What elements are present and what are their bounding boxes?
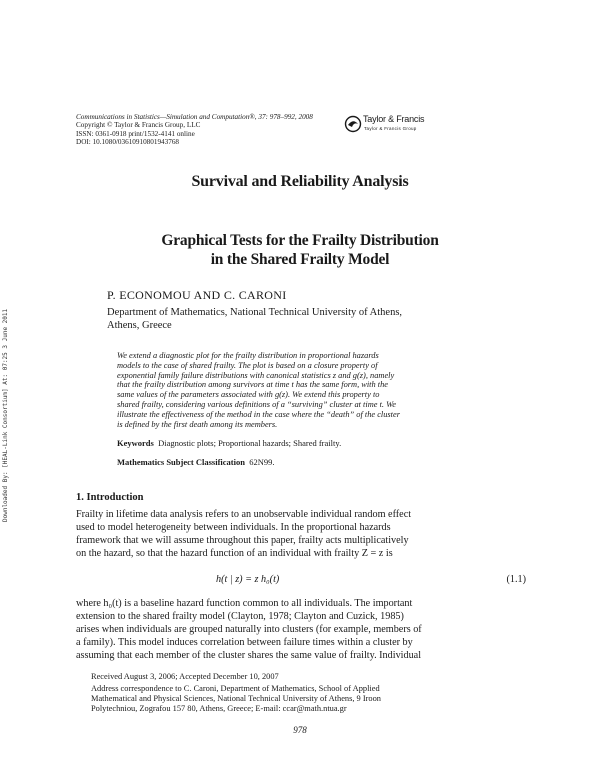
- download-watermark: [2, 272, 14, 522]
- keywords: [117, 438, 341, 448]
- abstract-line: We extend a diagnostic plot for the frailty distribution in proportional hazards: [117, 351, 379, 360]
- abstract-line: is defined by the first death among its members.: [117, 419, 278, 429]
- abstract-line: models to the case of shared frailty. The plot is based on a closure property of: [117, 360, 378, 370]
- paper-title-line: in the Shared Frailty Model: [210, 250, 390, 268]
- journal-doi: DOI: 10.1080/03610910801943768: [76, 138, 180, 147]
- msc-label: Mathematics Subject Classification: [117, 457, 245, 467]
- paper-title-line: Graphical Tests for the Frailty Distribution: [161, 232, 439, 249]
- address-line: Address correspondence to C. Caroni, Department of Mathematics, School of Applied: [91, 684, 380, 693]
- body-line: arises when individuals are grouped naturally into clusters (for example, members of: [76, 624, 422, 635]
- abstract-line: illustrate the effectiveness of the method in the case where the “death” of the cluster: [117, 409, 400, 419]
- intro-heading: 1. Introduction: [76, 492, 144, 503]
- journal-citation: Communications in Statistics—Simulation and Computation®, 37: 978–992, 2008: [76, 113, 313, 121]
- journal-copyright: Copyright © Taylor & Francis Group, LLC: [76, 121, 201, 130]
- body-line: extension to the shared frailty model (Clayton, 1978; Clayton and Cuzick, 1985): [76, 611, 404, 622]
- abstract-line: that the frailty distribution among survivors at time t has the same form, with the: [117, 380, 389, 390]
- publisher-logo-icon: [344, 115, 362, 133]
- address-line: Polytechniou, Zografou 157 80, Athens, Greece; E-mail: ccar@math.ntua.gr: [91, 704, 347, 713]
- address-line: Mathematical and Physical Sciences, National Technical University of Athens, 9 Iroon: [91, 694, 381, 703]
- paper-title: [0, 232, 600, 269]
- intro-paragraph: [76, 508, 526, 560]
- affiliation-line: Department of Mathematics, National Technical University of Athens,: [107, 307, 403, 318]
- equation-number: (1.1): [506, 574, 526, 585]
- section-heading: Survival and Reliability Analysis: [191, 173, 409, 190]
- body-line: Frailty in lifetime data analysis refers to an unobservable individual random effect: [76, 509, 412, 520]
- equation-expression: h(t | z) = z h₀(t): [216, 574, 280, 585]
- body-line: where h₀(t) is a baseline hazard function common to all individuals. The important: [76, 598, 413, 609]
- body-line: used to model heterogeneity between individuals. In the proportional hazards: [76, 522, 391, 533]
- keywords-label: Keywords: [117, 438, 154, 448]
- correspondence-address: [91, 684, 527, 714]
- body-line: on the hazard, so that the hazard function of an individual with frailty Z = z is: [76, 548, 393, 559]
- affiliation-line: Athens, Greece: [107, 320, 172, 331]
- body-line: a family). This model induces correlation between failure times within a cluster by: [76, 637, 413, 648]
- msc-classification: [117, 457, 274, 467]
- page-number: 978: [293, 725, 307, 735]
- received-date: Received August 3, 2006; Accepted December 10, 2007: [91, 672, 279, 681]
- intro-paragraph-continued: [76, 597, 526, 662]
- keywords-text: Diagnostic plots; Proportional hazards; Shared frailty.: [158, 438, 342, 448]
- abstract: [117, 351, 523, 429]
- abstract-line: shared frailty, considering various definitions of a “surviving” cluster at time t. We: [117, 399, 397, 409]
- abstract-line: same values of the parameters associated with g(z). We extend this property to: [117, 390, 380, 400]
- publisher-name: Taylor & Francis: [363, 114, 425, 124]
- body-line: assuming that each member of the cluster shares the same value of frailty. Individual: [76, 650, 422, 661]
- abstract-line: exponential family failure distributions with canonical statistics z and g(z), namely: [117, 370, 395, 380]
- affiliation: [107, 306, 527, 332]
- equation: [76, 574, 526, 588]
- journal-info: [76, 113, 313, 147]
- journal-issn: ISSN: 0361-0918 print/1532-4141 online: [76, 129, 195, 138]
- download-note: Downloaded By: [HEAL-Link Consortium] At: 07:25 3 June 2011: [2, 308, 9, 522]
- body-line: framework that we will assume throughout this paper, frailty acts multiplicatively: [76, 535, 409, 546]
- publisher-tagline: Taylor & Francis Group: [364, 126, 417, 131]
- authors: P. ECONOMOU AND C. CARONI: [107, 288, 287, 302]
- publisher-logo: [344, 113, 424, 139]
- msc-text: 62N99.: [249, 457, 275, 467]
